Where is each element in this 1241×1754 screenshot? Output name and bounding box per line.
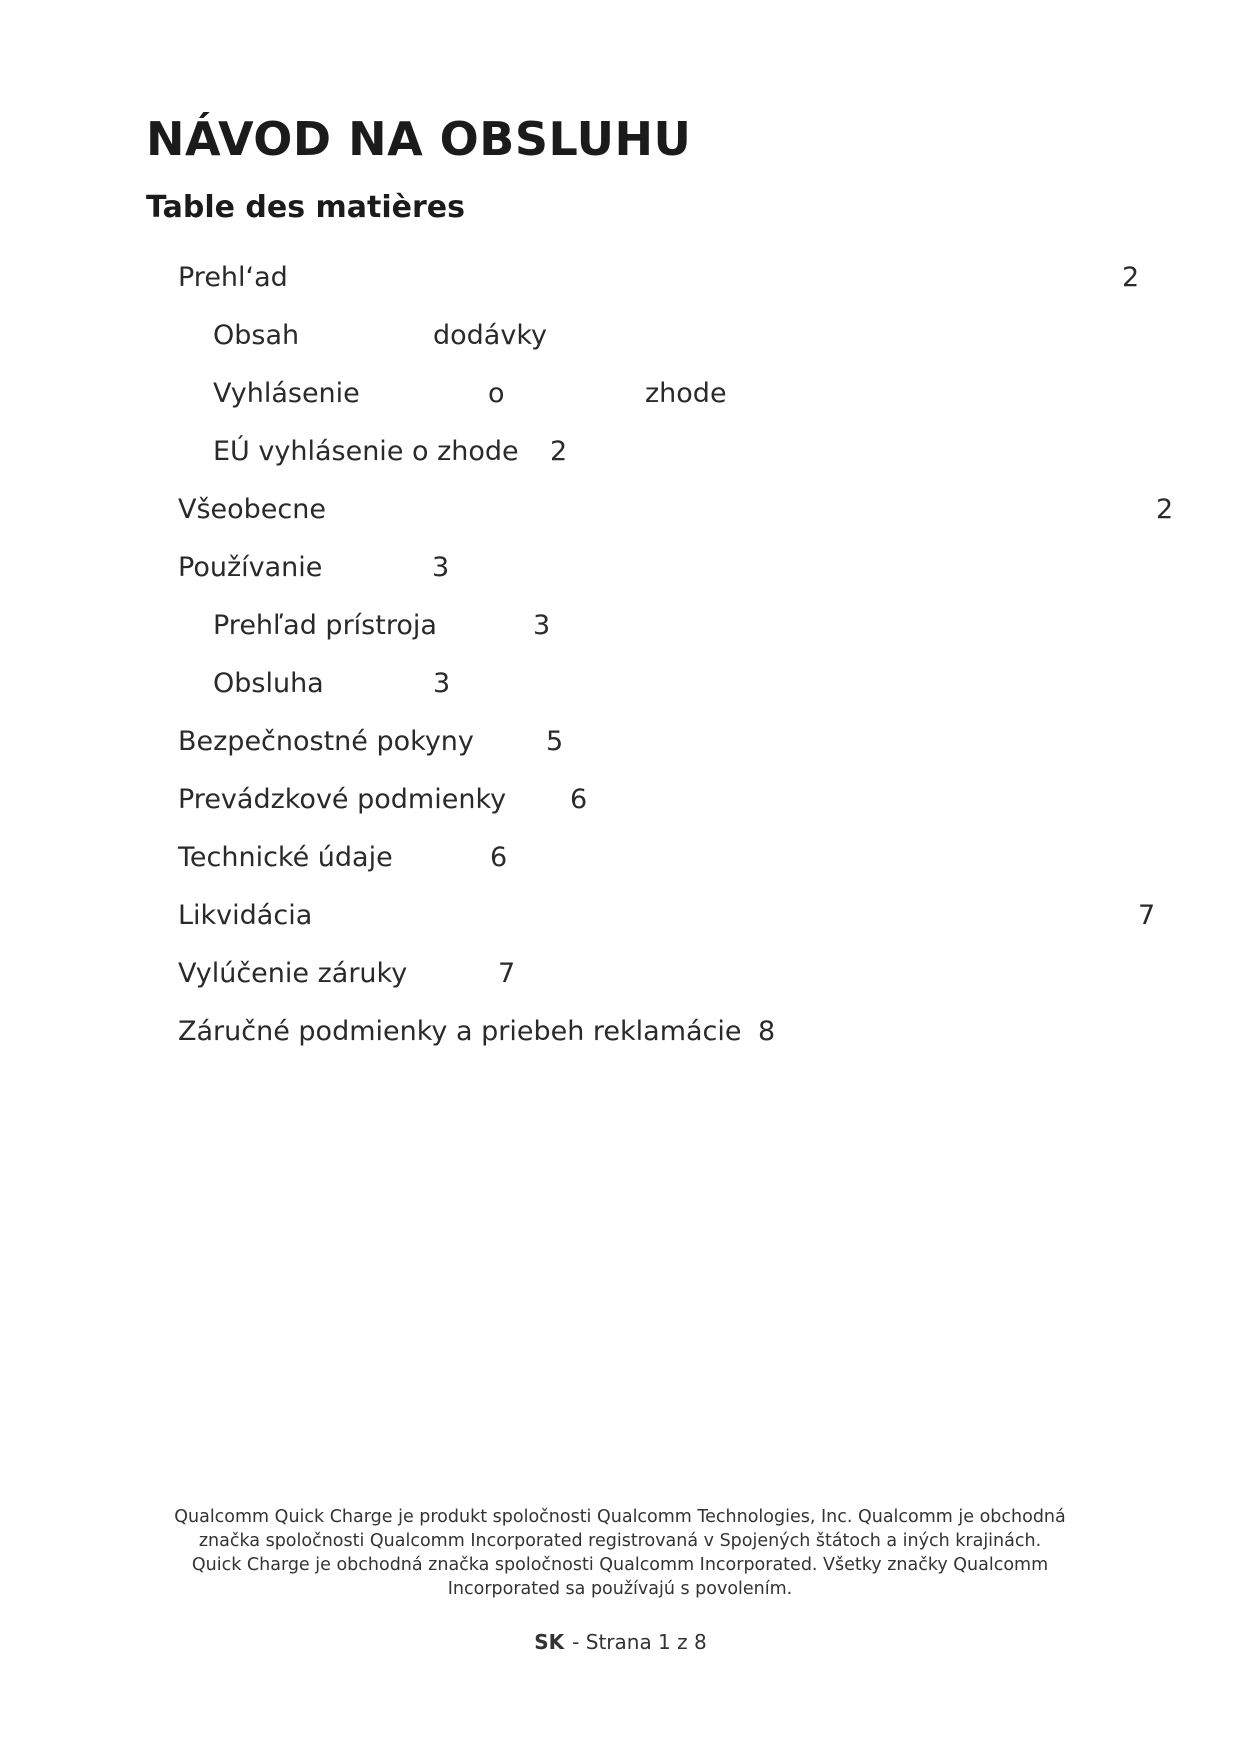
toc-entry-title-part: o bbox=[488, 378, 505, 409]
toc-entry-title: Vyhlásenie bbox=[213, 378, 360, 409]
toc-entry-page: 3 bbox=[433, 668, 451, 699]
document-title: NÁVOD NA OBSLUHU bbox=[146, 112, 692, 166]
toc-entry-page: 5 bbox=[546, 726, 564, 757]
toc-heading: Table des matières bbox=[146, 190, 465, 225]
toc-entry-title: EÚ vyhlásenie o zhode bbox=[213, 436, 519, 467]
toc-entry-page: 3 bbox=[432, 552, 450, 583]
toc-entry-title: Používanie bbox=[178, 552, 323, 583]
toc-entry-title: Všeobecne bbox=[178, 494, 326, 525]
toc-entry-page: 7 bbox=[498, 958, 516, 989]
toc-entry-title: Prehl‘ad bbox=[178, 262, 288, 293]
trademark-note bbox=[150, 1505, 1090, 1601]
page-number-label: - Strana 1 z 8 bbox=[572, 1630, 707, 1654]
toc-entry-title: Technické údaje bbox=[178, 842, 393, 873]
toc-entry-page: 3 bbox=[533, 610, 551, 641]
page-footer bbox=[0, 1630, 1241, 1654]
toc-entry-page: 6 bbox=[490, 842, 508, 873]
toc-entry-title: Prevádzkové podmienky bbox=[178, 784, 507, 815]
toc-entry-page: 2 bbox=[1122, 262, 1140, 293]
toc-entry-page: 7 bbox=[1138, 900, 1156, 931]
language-code: SK bbox=[534, 1630, 565, 1654]
toc-entry-title: Likvidácia bbox=[178, 900, 313, 931]
toc-entry-title: Obsluha bbox=[213, 668, 324, 699]
toc-entry-title-part: zhode bbox=[645, 378, 727, 409]
trademark-note-line: Quick Charge je obchodná značka spoločnosti Qualcomm Incorporated. Všetky značky Qualcomm bbox=[191, 1555, 1049, 1575]
toc-entry-page: 8 bbox=[758, 1016, 776, 1047]
toc-entry-page: 6 bbox=[570, 784, 588, 815]
toc-entry-title-part: dodávky bbox=[433, 320, 547, 351]
toc-entry-title: Obsah bbox=[213, 320, 300, 351]
trademark-note-line: Qualcomm Quick Charge je produkt spoločnosti Qualcomm Technologies, Inc. Qualcomm je obchodná bbox=[174, 1507, 1066, 1527]
toc-entry-title: Prehľad prístroja bbox=[213, 610, 437, 641]
toc-entry-page: 2 bbox=[1156, 494, 1174, 525]
toc-entry-title: Vylúčenie záruky bbox=[178, 958, 408, 989]
toc-entry-page: 2 bbox=[550, 436, 568, 467]
toc-entry-title: Záručné podmienky a priebeh reklamácie bbox=[178, 1016, 742, 1047]
trademark-note-line: Incorporated sa používajú s povolením. bbox=[447, 1579, 793, 1599]
toc-entry-title: Bezpečnostné pokyny bbox=[178, 726, 474, 757]
trademark-note-line: značka spoločnosti Qualcomm Incorporated registrovaná v Spojených štátoch a iných krajinách. bbox=[198, 1531, 1042, 1551]
